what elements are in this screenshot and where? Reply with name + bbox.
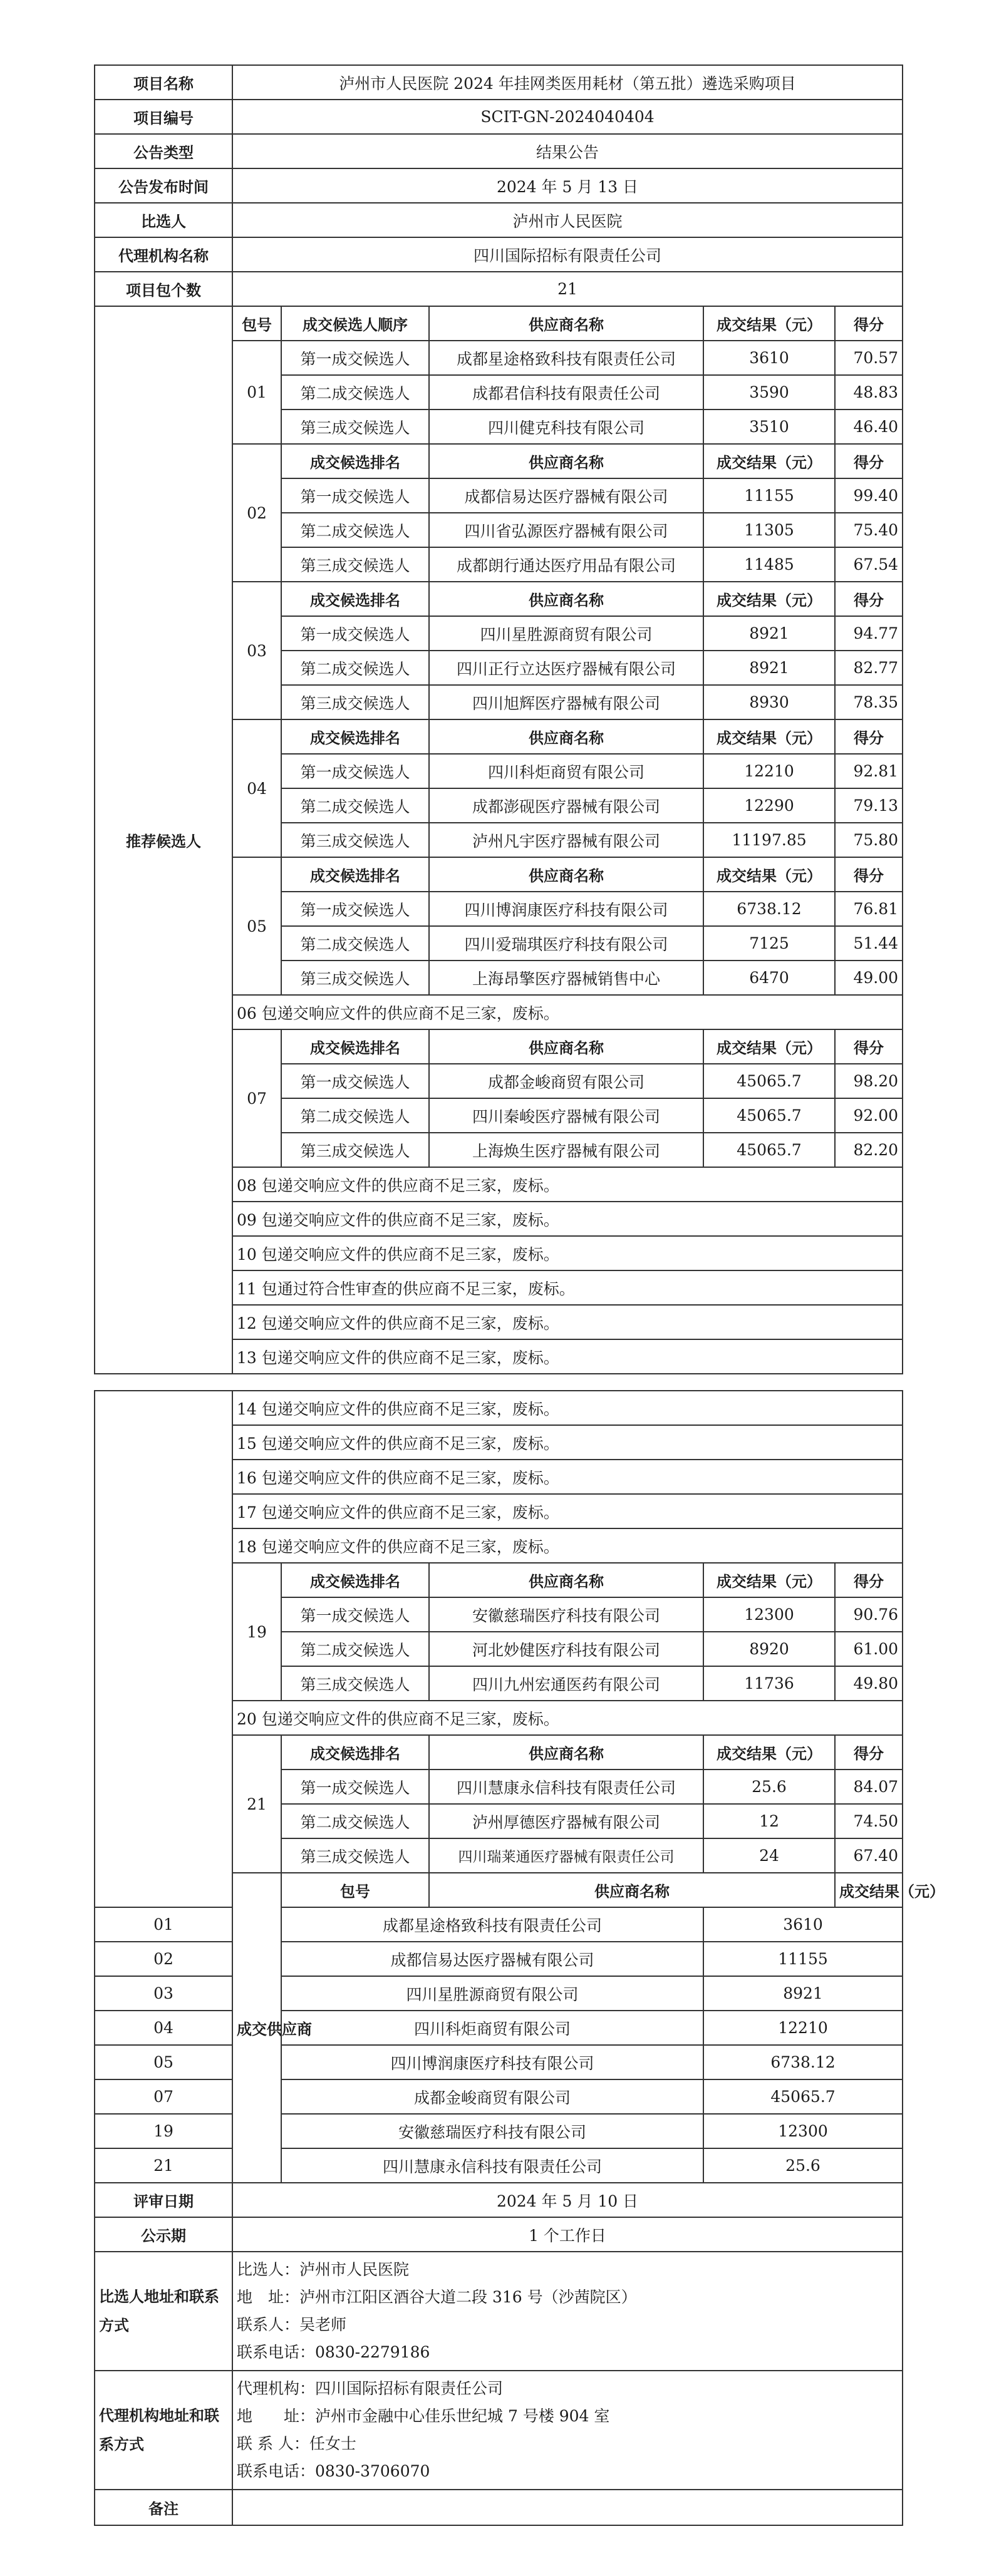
score-value: 79.13 xyxy=(835,788,903,823)
supplier-name: 四川正行立达医疗器械有限公司 xyxy=(429,651,703,685)
score-value: 61.00 xyxy=(835,1632,903,1666)
package-count-label: 项目包个数 xyxy=(95,272,232,306)
result-header: 成交结果（元） xyxy=(703,1563,835,1597)
supplier-header: 供应商名称 xyxy=(429,1029,703,1064)
candidate-rank: 第一成交候选人 xyxy=(281,892,429,926)
package-note: 10 包递交响应文件的供应商不足三家，废标。 xyxy=(232,1236,903,1270)
result-header: 成交结果（元） xyxy=(835,1873,903,1907)
winner-package: 05 xyxy=(95,2045,232,2079)
review-date-value: 2024 年 5 月 10 日 xyxy=(232,2183,903,2217)
winner-result: 3610 xyxy=(703,1907,903,1942)
selector-contact-line: 地 址：泸州市江阳区酒谷大道二段 316 号（沙茜院区） xyxy=(237,2288,637,2306)
package-note: 17 包递交响应文件的供应商不足三家，废标。 xyxy=(232,1494,903,1528)
supplier-name: 成都星途格致科技有限责任公司 xyxy=(429,341,703,375)
winner-supplier: 四川博润康医疗科技有限公司 xyxy=(281,2045,703,2079)
table-row xyxy=(95,134,903,168)
score-header: 得分 xyxy=(835,719,903,754)
candidate-rank: 第一成交候选人 xyxy=(281,478,429,513)
result-header: 成交结果（元） xyxy=(703,306,835,341)
winner-package: 02 xyxy=(95,1942,232,1976)
result-value: 11197.85 xyxy=(703,823,835,857)
table-row xyxy=(95,100,903,134)
supplier-name: 成都信易达医疗器械有限公司 xyxy=(429,478,703,513)
supplier-name: 四川旭辉医疗器械有限公司 xyxy=(429,685,703,719)
publish-time-value: 2024 年 5 月 13 日 xyxy=(232,168,903,203)
supplier-name: 四川九州宏通医药有限公司 xyxy=(429,1666,703,1701)
score-value: 78.35 xyxy=(835,685,903,719)
table-row xyxy=(95,2217,903,2252)
supplier-name: 成都朗行通达医疗用品有限公司 xyxy=(429,547,703,582)
supplier-name: 四川健克科技有限公司 xyxy=(429,410,703,444)
package-count-value: 21 xyxy=(232,272,903,306)
project-no-value: SCIT-GN-2024040404 xyxy=(232,100,903,134)
supplier-header: 供应商名称 xyxy=(429,444,703,478)
table-row xyxy=(95,2148,903,2183)
package-note: 16 包递交响应文件的供应商不足三家，废标。 xyxy=(232,1460,903,1494)
score-value: 84.07 xyxy=(835,1770,903,1804)
result-value: 45065.7 xyxy=(703,1064,835,1098)
rank-header: 成交候选排名 xyxy=(281,1563,429,1597)
supplier-name: 成都金峻商贸有限公司 xyxy=(429,1064,703,1098)
candidate-rank: 第二成交候选人 xyxy=(281,513,429,547)
supplier-name: 四川秦峻医疗器械有限公司 xyxy=(429,1098,703,1133)
publicity-value: 1 个工作日 xyxy=(232,2217,903,2252)
supplier-name: 泸州凡宇医疗器械有限公司 xyxy=(429,823,703,857)
candidate-rank: 第一成交候选人 xyxy=(281,1770,429,1804)
score-value: 49.80 xyxy=(835,1666,903,1701)
winner-package: 21 xyxy=(95,2148,232,2183)
package-note: 18 包递交响应文件的供应商不足三家，废标。 xyxy=(232,1528,903,1563)
result-value: 11736 xyxy=(703,1666,835,1701)
result-value: 11305 xyxy=(703,513,835,547)
rank-header: 成交候选人顺序 xyxy=(281,306,429,341)
candidate-rank: 第一成交候选人 xyxy=(281,754,429,788)
publish-time-label: 公告发布时间 xyxy=(95,168,232,203)
candidate-rank: 第二成交候选人 xyxy=(281,375,429,410)
score-header: 得分 xyxy=(835,1029,903,1064)
candidate-rank: 第二成交候选人 xyxy=(281,926,429,961)
winner-result: 45065.7 xyxy=(703,2079,903,2114)
result-value: 45065.7 xyxy=(703,1098,835,1133)
supplier-name: 四川星胜源商贸有限公司 xyxy=(429,616,703,651)
winner-package: 03 xyxy=(95,1976,232,2011)
rank-header: 成交候选排名 xyxy=(281,1735,429,1770)
candidate-rank: 第二成交候选人 xyxy=(281,1098,429,1133)
table-row xyxy=(95,1942,903,1976)
supplier-header: 供应商名称 xyxy=(429,719,703,754)
score-value: 75.80 xyxy=(835,823,903,857)
score-value: 82.20 xyxy=(835,1133,903,1167)
supplier-name: 四川省弘源医疗器械有限公司 xyxy=(429,513,703,547)
table-row xyxy=(95,306,903,341)
recommended-label: 推荐候选人 xyxy=(95,306,232,1374)
supplier-name: 成都澎砚医疗器械有限公司 xyxy=(429,788,703,823)
project-name-label: 项目名称 xyxy=(95,65,232,100)
result-value: 3510 xyxy=(703,410,835,444)
candidate-rank: 第三成交候选人 xyxy=(281,823,429,857)
selector-contact-line: 联系人：吴老师 xyxy=(237,2316,347,2334)
rank-header: 成交候选排名 xyxy=(281,444,429,478)
result-header: 成交结果（元） xyxy=(703,1029,835,1064)
package-number: 02 xyxy=(232,444,281,582)
supplier-header: 供应商名称 xyxy=(429,857,703,892)
table-row xyxy=(95,2371,903,2490)
table-row xyxy=(95,2011,903,2045)
remarks-label: 备注 xyxy=(95,2490,232,2525)
winner-supplier: 安徽慈瑞医疗科技有限公司 xyxy=(281,2114,703,2148)
selector-contact-details xyxy=(232,2252,903,2371)
agency-label: 代理机构名称 xyxy=(95,237,232,272)
candidate-rank: 第三成交候选人 xyxy=(281,410,429,444)
package-note: 12 包递交响应文件的供应商不足三家，废标。 xyxy=(232,1305,903,1339)
selector-contact-line: 比选人：泸州市人民医院 xyxy=(237,2260,410,2279)
package-number: 19 xyxy=(232,1563,281,1701)
score-value: 48.83 xyxy=(835,375,903,410)
winner-supplier: 成都金峻商贸有限公司 xyxy=(281,2079,703,2114)
score-value: 74.50 xyxy=(835,1804,903,1838)
result-value: 45065.7 xyxy=(703,1133,835,1167)
package-note: 15 包递交响应文件的供应商不足三家，废标。 xyxy=(232,1425,903,1460)
supplier-name: 上海焕生医疗器械有限公司 xyxy=(429,1133,703,1167)
review-date-label: 评审日期 xyxy=(95,2183,232,2217)
table-row xyxy=(95,2183,903,2217)
publicity-label: 公示期 xyxy=(95,2217,232,2252)
rank-header: 成交候选排名 xyxy=(281,857,429,892)
table-row xyxy=(95,1976,903,2011)
candidate-rank: 第一成交候选人 xyxy=(281,341,429,375)
score-value: 70.57 xyxy=(835,341,903,375)
notice-type-value: 结果公告 xyxy=(232,134,903,168)
table-row xyxy=(95,1907,903,1942)
supplier-name: 四川博润康医疗科技有限公司 xyxy=(429,892,703,926)
agency-contact-label: 代理机构地址和联系方式 xyxy=(95,2371,232,2490)
winner-result: 8921 xyxy=(703,1976,903,2011)
remarks-value xyxy=(232,2490,903,2525)
result-table-part2 xyxy=(94,1390,945,2526)
supplier-header: 供应商名称 xyxy=(429,1735,703,1770)
winner-result: 12300 xyxy=(703,2114,903,2148)
score-header: 得分 xyxy=(835,306,903,341)
package-header: 包号 xyxy=(232,306,281,341)
score-header: 得分 xyxy=(835,582,903,616)
candidate-rank: 第二成交候选人 xyxy=(281,1632,429,1666)
winner-supplier: 四川科炬商贸有限公司 xyxy=(281,2011,703,2045)
candidate-rank: 第一成交候选人 xyxy=(281,616,429,651)
candidate-rank: 第三成交候选人 xyxy=(281,961,429,995)
result-value: 6738.12 xyxy=(703,892,835,926)
score-value: 94.77 xyxy=(835,616,903,651)
package-number: 03 xyxy=(232,582,281,719)
winner-package: 04 xyxy=(95,2011,232,2045)
result-value: 11485 xyxy=(703,547,835,582)
project-name-value: 泸州市人民医院 2024 年挂网类医用耗材（第五批）遴选采购项目 xyxy=(232,65,903,100)
package-note: 08 包递交响应文件的供应商不足三家，废标。 xyxy=(232,1167,903,1202)
score-header: 得分 xyxy=(835,857,903,892)
result-header: 成交结果（元） xyxy=(703,582,835,616)
agency-contact-line: 联系电话：0830-3706070 xyxy=(237,2462,430,2480)
score-value: 49.00 xyxy=(835,961,903,995)
supplier-name: 成都君信科技有限责任公司 xyxy=(429,375,703,410)
agency-contact-details xyxy=(232,2371,903,2490)
score-value: 82.77 xyxy=(835,651,903,685)
supplier-name: 四川慧康永信科技有限责任公司 xyxy=(429,1770,703,1804)
result-header: 成交结果（元） xyxy=(703,857,835,892)
package-note: 13 包递交响应文件的供应商不足三家，废标。 xyxy=(232,1339,903,1374)
result-value: 8921 xyxy=(703,651,835,685)
supplier-header: 供应商名称 xyxy=(429,1873,835,1907)
result-value: 8920 xyxy=(703,1632,835,1666)
table-row xyxy=(95,237,903,272)
selector-value: 泸州市人民医院 xyxy=(232,203,903,237)
table-row xyxy=(95,65,903,100)
score-value: 67.54 xyxy=(835,547,903,582)
package-note: 20 包递交响应文件的供应商不足三家，废标。 xyxy=(232,1701,903,1735)
package-note: 09 包递交响应文件的供应商不足三家，废标。 xyxy=(232,1202,903,1236)
score-header: 得分 xyxy=(835,1563,903,1597)
package-header: 包号 xyxy=(281,1873,429,1907)
rank-header: 成交候选排名 xyxy=(281,1029,429,1064)
result-value: 3610 xyxy=(703,341,835,375)
score-value: 99.40 xyxy=(835,478,903,513)
score-value: 67.40 xyxy=(835,1838,903,1873)
package-number: 04 xyxy=(232,719,281,857)
selector-contact-line: 联系电话：0830-2279186 xyxy=(237,2343,430,2361)
table-row xyxy=(95,168,903,203)
result-value: 7125 xyxy=(703,926,835,961)
notice-type-label: 公告类型 xyxy=(95,134,232,168)
winner-package: 07 xyxy=(95,2079,232,2114)
table-row xyxy=(95,272,903,306)
rank-header: 成交候选排名 xyxy=(281,719,429,754)
score-value: 98.20 xyxy=(835,1064,903,1098)
supplier-header: 供应商名称 xyxy=(429,306,703,341)
package-number: 05 xyxy=(232,857,281,995)
candidate-rank: 第二成交候选人 xyxy=(281,1804,429,1838)
table-row xyxy=(95,2490,903,2525)
candidate-rank: 第一成交候选人 xyxy=(281,1597,429,1632)
result-value: 8921 xyxy=(703,616,835,651)
score-value: 46.40 xyxy=(835,410,903,444)
supplier-name: 四川瑞莱通医疗器械有限责任公司 xyxy=(429,1838,703,1873)
candidate-rank: 第三成交候选人 xyxy=(281,1838,429,1873)
table-row xyxy=(95,2079,903,2114)
supplier-name: 四川爱瑞琪医疗科技有限公司 xyxy=(429,926,703,961)
winner-supplier: 成都信易达医疗器械有限公司 xyxy=(281,1942,703,1976)
result-header: 成交结果（元） xyxy=(703,444,835,478)
selector-contact-label: 比选人地址和联系方式 xyxy=(95,2252,232,2371)
selector-label: 比选人 xyxy=(95,203,232,237)
supplier-header: 供应商名称 xyxy=(429,1563,703,1597)
result-value: 24 xyxy=(703,1838,835,1873)
supplier-name: 四川科炬商贸有限公司 xyxy=(429,754,703,788)
score-value: 92.81 xyxy=(835,754,903,788)
package-number: 21 xyxy=(232,1735,281,1873)
agency-value: 四川国际招标有限责任公司 xyxy=(232,237,903,272)
rank-header: 成交候选排名 xyxy=(281,582,429,616)
result-value: 12 xyxy=(703,1804,835,1838)
result-header: 成交结果（元） xyxy=(703,1735,835,1770)
package-note: 06 包递交响应文件的供应商不足三家，废标。 xyxy=(232,995,903,1029)
result-value: 8930 xyxy=(703,685,835,719)
winner-supplier: 四川星胜源商贸有限公司 xyxy=(281,1976,703,2011)
package-note: 11 包通过符合性审查的供应商不足三家，废标。 xyxy=(232,1270,903,1305)
result-value: 25.6 xyxy=(703,1770,835,1804)
project-no-label: 项目编号 xyxy=(95,100,232,134)
candidate-rank: 第三成交候选人 xyxy=(281,547,429,582)
score-value: 92.00 xyxy=(835,1098,903,1133)
winner-supplier: 四川慧康永信科技有限责任公司 xyxy=(281,2148,703,2183)
table-row xyxy=(95,2045,903,2079)
agency-contact-line: 代理机构：四川国际招标有限责任公司 xyxy=(237,2379,504,2398)
winner-package: 19 xyxy=(95,2114,232,2148)
table-row xyxy=(95,203,903,237)
candidate-rank: 第二成交候选人 xyxy=(281,788,429,823)
result-value: 12210 xyxy=(703,754,835,788)
result-value: 12300 xyxy=(703,1597,835,1632)
package-number: 01 xyxy=(232,341,281,444)
supplier-name: 安徽慈瑞医疗科技有限公司 xyxy=(429,1597,703,1632)
result-value: 3590 xyxy=(703,375,835,410)
winners-label: 成交供应商 xyxy=(232,1873,281,2183)
table-row xyxy=(95,1391,903,1425)
agency-contact-line: 地 址：泸州市金融中心佳乐世纪城 7 号楼 904 室 xyxy=(237,2407,610,2425)
table-row xyxy=(95,2114,903,2148)
agency-contact-line: 联 系 人：任女士 xyxy=(237,2434,356,2453)
winner-result: 25.6 xyxy=(703,2148,903,2183)
supplier-name: 上海昂擎医疗器械销售中心 xyxy=(429,961,703,995)
table-row xyxy=(95,2252,903,2371)
score-header: 得分 xyxy=(835,1735,903,1770)
candidate-rank: 第三成交候选人 xyxy=(281,1133,429,1167)
candidate-rank: 第三成交候选人 xyxy=(281,685,429,719)
winner-result: 12210 xyxy=(703,2011,903,2045)
candidate-rank: 第一成交候选人 xyxy=(281,1064,429,1098)
supplier-header: 供应商名称 xyxy=(429,582,703,616)
package-note: 14 包递交响应文件的供应商不足三家，废标。 xyxy=(232,1391,903,1425)
score-header: 得分 xyxy=(835,444,903,478)
candidate-rank: 第二成交候选人 xyxy=(281,651,429,685)
winner-package: 01 xyxy=(95,1907,232,1942)
supplier-name: 河北妙健医疗科技有限公司 xyxy=(429,1632,703,1666)
winner-supplier: 成都星途格致科技有限责任公司 xyxy=(281,1907,703,1942)
winner-result: 6738.12 xyxy=(703,2045,903,2079)
recommended-continued xyxy=(95,1391,232,1907)
score-value: 90.76 xyxy=(835,1597,903,1632)
winner-result: 11155 xyxy=(703,1942,903,1976)
result-table-part1 xyxy=(94,64,903,1374)
result-value: 11155 xyxy=(703,478,835,513)
score-value: 75.40 xyxy=(835,513,903,547)
package-number: 07 xyxy=(232,1029,281,1167)
score-value: 76.81 xyxy=(835,892,903,926)
score-value: 51.44 xyxy=(835,926,903,961)
result-value: 6470 xyxy=(703,961,835,995)
result-header: 成交结果（元） xyxy=(703,719,835,754)
supplier-name: 泸州厚德医疗器械有限公司 xyxy=(429,1804,703,1838)
result-value: 12290 xyxy=(703,788,835,823)
candidate-rank: 第三成交候选人 xyxy=(281,1666,429,1701)
